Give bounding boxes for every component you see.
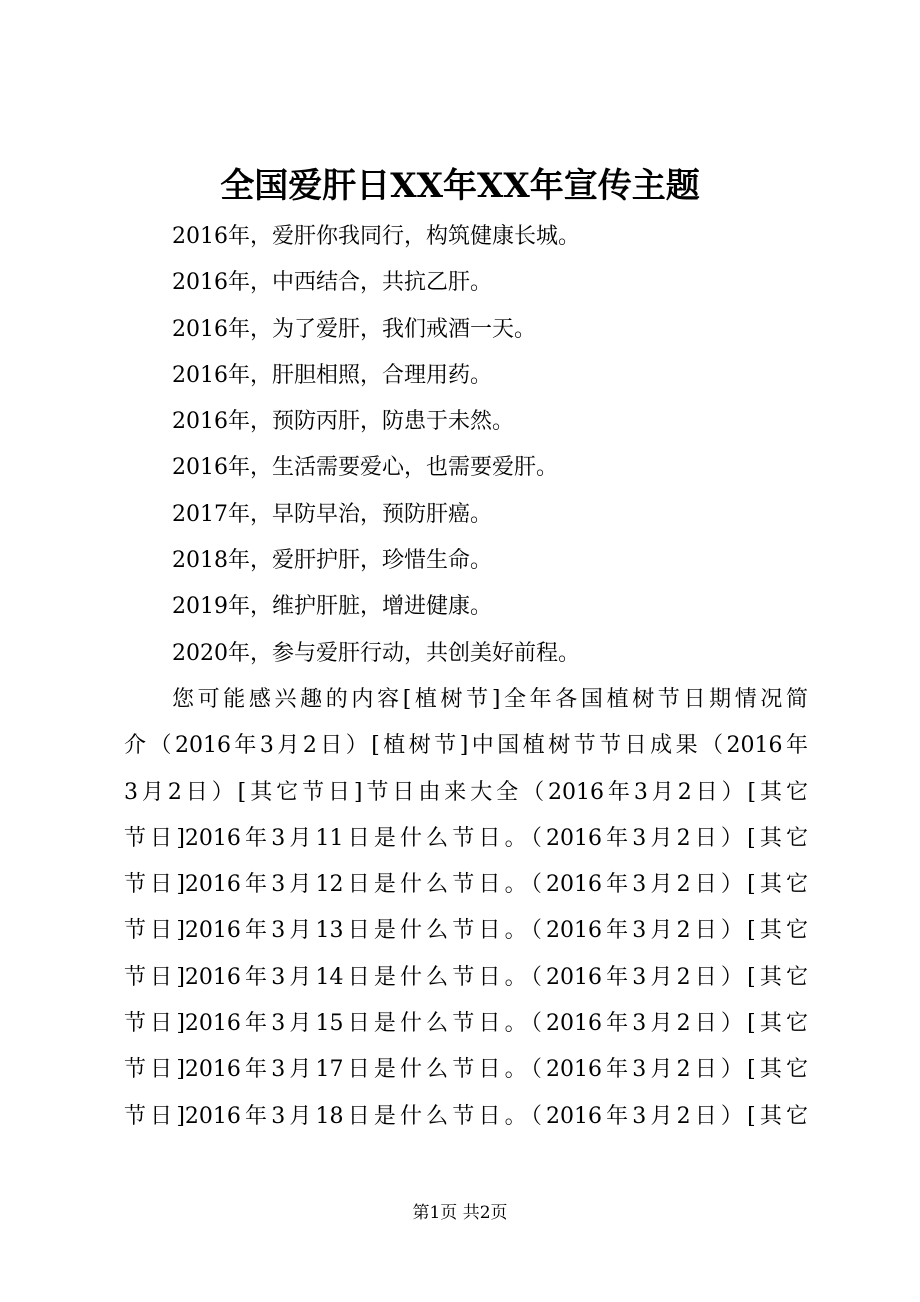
page-footer: 第1页 共2页 — [412, 1203, 508, 1223]
related-line: 节日]2016年3月14日是什么节日。（2016年3月2日）[其它 — [124, 964, 808, 990]
related-line: 节日]2016年3月11日是什么节日。（2016年3月2日）[其它 — [124, 825, 808, 851]
slogan-item: 2020年，参与爱肝行动，共创美好前程。 — [172, 640, 580, 666]
slogan-item: 2016年，生活需要爱心，也需要爱肝。 — [172, 455, 558, 481]
related-line: 介（2016年3月2日）[植树节]中国植树节节日成果（2016年 — [124, 733, 808, 759]
document-title: 全国爱肝日XX年XX年宣传主题 — [220, 166, 700, 206]
slogan-item: 2017年，早防早治，预防肝癌。 — [172, 501, 492, 527]
related-line: 节日]2016年3月18日是什么节日。（2016年3月2日）[其它 — [124, 1103, 808, 1129]
slogan-item: 2019年，维护肝脏，增进健康。 — [172, 594, 492, 620]
related-line: 节日]2016年3月13日是什么节日。（2016年3月2日）[其它 — [124, 918, 808, 944]
slogan-item: 2018年，爱肝护肝，珍惜生命。 — [172, 548, 492, 574]
slogan-item: 2016年，肝胆相照，合理用药。 — [172, 362, 492, 388]
related-line: 节日]2016年3月12日是什么节日。（2016年3月2日）[其它 — [124, 872, 808, 898]
slogan-item: 2016年，为了爱肝，我们戒酒一天。 — [172, 316, 536, 342]
related-line: 3月2日）[其它节日]节日由来大全（2016年3月2日）[其它 — [124, 779, 808, 805]
related-line: 节日]2016年3月17日是什么节日。（2016年3月2日）[其它 — [124, 1057, 808, 1083]
slogan-item: 2016年，爱肝你我同行，构筑健康长城。 — [172, 224, 580, 249]
slogan-list — [172, 214, 832, 677]
related-content-paragraph — [124, 677, 808, 1140]
slogan-item: 2016年，中西结合，共抗乙肝。 — [172, 270, 492, 296]
related-line: 您可能感兴趣的内容[植树节]全年各国植树节日期情况简 — [172, 687, 808, 712]
related-line: 节日]2016年3月15日是什么节日。（2016年3月2日）[其它 — [124, 1011, 808, 1037]
slogan-item: 2016年，预防丙肝，防患于未然。 — [172, 409, 514, 435]
